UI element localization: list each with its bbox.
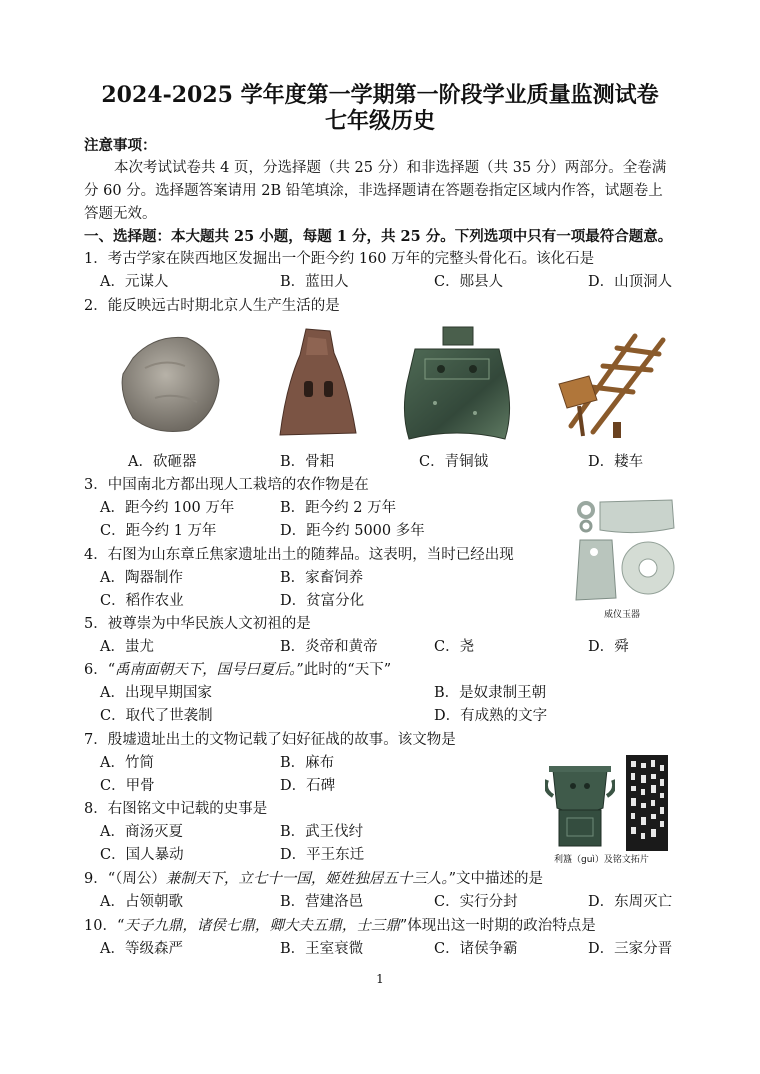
notice-line-3: 答题无效。: [84, 206, 157, 222]
q7-option-b[interactable]: B．麻布: [280, 755, 335, 771]
section-heading: 一、选择题：本大题共 25 小题，每题 1 分，共 25 分。下列选项中只有一项最符合题意。: [84, 228, 673, 245]
q1-option-b[interactable]: B．蓝田人: [280, 274, 349, 290]
q8-option-a[interactable]: A．商汤灭夏: [100, 824, 183, 840]
exam-subtitle: 七年级历史: [324, 108, 435, 134]
question-6-stem: 6．“禹南面朝天下，国号曰夏后。”此时的“天下”: [84, 662, 392, 678]
jade-caption: 威仪玉器: [604, 610, 641, 620]
q7-option-c[interactable]: C．甲骨: [100, 778, 155, 794]
q2-option-c[interactable]: C．青铜钺: [419, 454, 489, 470]
question-9-stem: 9．“（周公）兼制天下，立七十一国，姬姓独居五十三人。”文中描述的是: [84, 871, 544, 887]
question-10-stem: 10．“天子九鼎，诸侯七鼎，卿大夫五鼎，士三鼎”体现出这一时期的政治特点是: [84, 918, 596, 934]
q10-option-a[interactable]: A．等级森严: [100, 941, 183, 957]
q9-option-d[interactable]: D．东周灭亡: [588, 894, 673, 910]
notice-line-2: 分 60 分。选择题答案请用 2B 铅笔填涂，非选择题请在答题卷指定区域内作答，试题卷上: [84, 183, 663, 199]
question-5-stem: 5．被尊崇为中华民族人文初祖的是: [84, 616, 311, 632]
q6-option-d[interactable]: D．有成熟的文字: [434, 708, 548, 724]
q4-option-b[interactable]: B．家畜饲养: [280, 570, 364, 586]
notice-line-1: 本次考试试卷共 4 页，分选择题（共 25 分）和非选择题（共 35 分）两部分。全卷满: [114, 160, 667, 176]
q5-option-b[interactable]: B．炎帝和黄帝: [280, 639, 378, 655]
bone-spade-image: [268, 325, 368, 440]
q10-option-b[interactable]: B．王室衰微: [280, 941, 364, 957]
q2-option-d[interactable]: D．耧车: [588, 454, 644, 470]
q6-option-a[interactable]: A．出现早期国家: [100, 685, 212, 701]
q9-option-b[interactable]: B．营建洛邑: [280, 894, 364, 910]
q4-option-c[interactable]: C．稻作农业: [100, 593, 184, 609]
q2-option-b[interactable]: B．骨耜: [280, 454, 335, 470]
page-number: 1: [376, 972, 384, 986]
q5-option-c[interactable]: C．尧: [434, 639, 475, 655]
chopper-tool-image: [115, 328, 225, 438]
q3-option-d[interactable]: D．距今约 5000 多年: [280, 523, 425, 539]
q9-option-a[interactable]: A．占领朝歌: [100, 894, 183, 910]
q10-option-d[interactable]: D．三家分晋: [588, 941, 673, 957]
q3-option-b[interactable]: B．距今约 2 万年: [280, 500, 397, 516]
q5-option-d[interactable]: D．舜: [588, 639, 629, 655]
q8-option-b[interactable]: B．武王伐纣: [280, 824, 364, 840]
q5-option-a[interactable]: A．蚩尤: [100, 639, 154, 655]
seed-drill-image: [553, 326, 673, 441]
q3-option-c[interactable]: C．距今约 1 万年: [100, 523, 217, 539]
q1-option-d[interactable]: D．山顶洞人: [588, 274, 673, 290]
question-2-stem: 2．能反映远古时期北京人生产生活的是: [84, 298, 340, 314]
ceremonial-jade-image: [572, 496, 682, 606]
li-gui-image: [545, 760, 615, 850]
bronze-axe-image: [395, 323, 520, 443]
li-gui-caption: 利簋（guì）及铭文拓片: [554, 855, 649, 865]
notice-label: 注意事项：: [84, 137, 157, 154]
q7-option-a[interactable]: A．竹简: [100, 755, 154, 771]
q4-option-d[interactable]: D．贫富分化: [280, 593, 365, 609]
q1-option-c[interactable]: C．郧县人: [434, 274, 504, 290]
q4-option-a[interactable]: A．陶器制作: [100, 570, 183, 586]
q6-option-b[interactable]: B．是奴隶制王朝: [434, 685, 547, 701]
question-3-stem: 3．中国南北方都出现人工栽培的农作物是在: [84, 477, 369, 493]
inscription-rubbing-image: [626, 755, 668, 851]
q8-option-d[interactable]: D．平王东迁: [280, 847, 365, 863]
exam-title: 2024-2025 学年度第一学期第一阶段学业质量监测试卷: [101, 82, 659, 108]
q6-option-c[interactable]: C．取代了世袭制: [100, 708, 213, 724]
q10-option-c[interactable]: C．诸侯争霸: [434, 941, 518, 957]
question-7-stem: 7．殷墟遗址出土的文物记载了妇好征战的故事。该文物是: [84, 732, 456, 748]
question-4-stem: 4．右图为山东章丘焦家遗址出土的随葬品。这表明，当时已经出现: [84, 547, 514, 563]
q9-option-c[interactable]: C．实行分封: [434, 894, 518, 910]
question-1-stem: 1．考古学家在陕西地区发掘出一个距今约 160 万年的完整头骨化石。该化石是: [84, 251, 595, 267]
q8-option-c[interactable]: C．国人暴动: [100, 847, 184, 863]
q3-option-a[interactable]: A．距今约 100 万年: [100, 500, 235, 516]
question-8-stem: 8．右图铭文中记载的史事是: [84, 801, 268, 817]
q1-option-a[interactable]: A．元谋人: [100, 274, 169, 290]
q7-option-d[interactable]: D．石碑: [280, 778, 336, 794]
q2-option-a[interactable]: A．砍砸器: [128, 454, 197, 470]
